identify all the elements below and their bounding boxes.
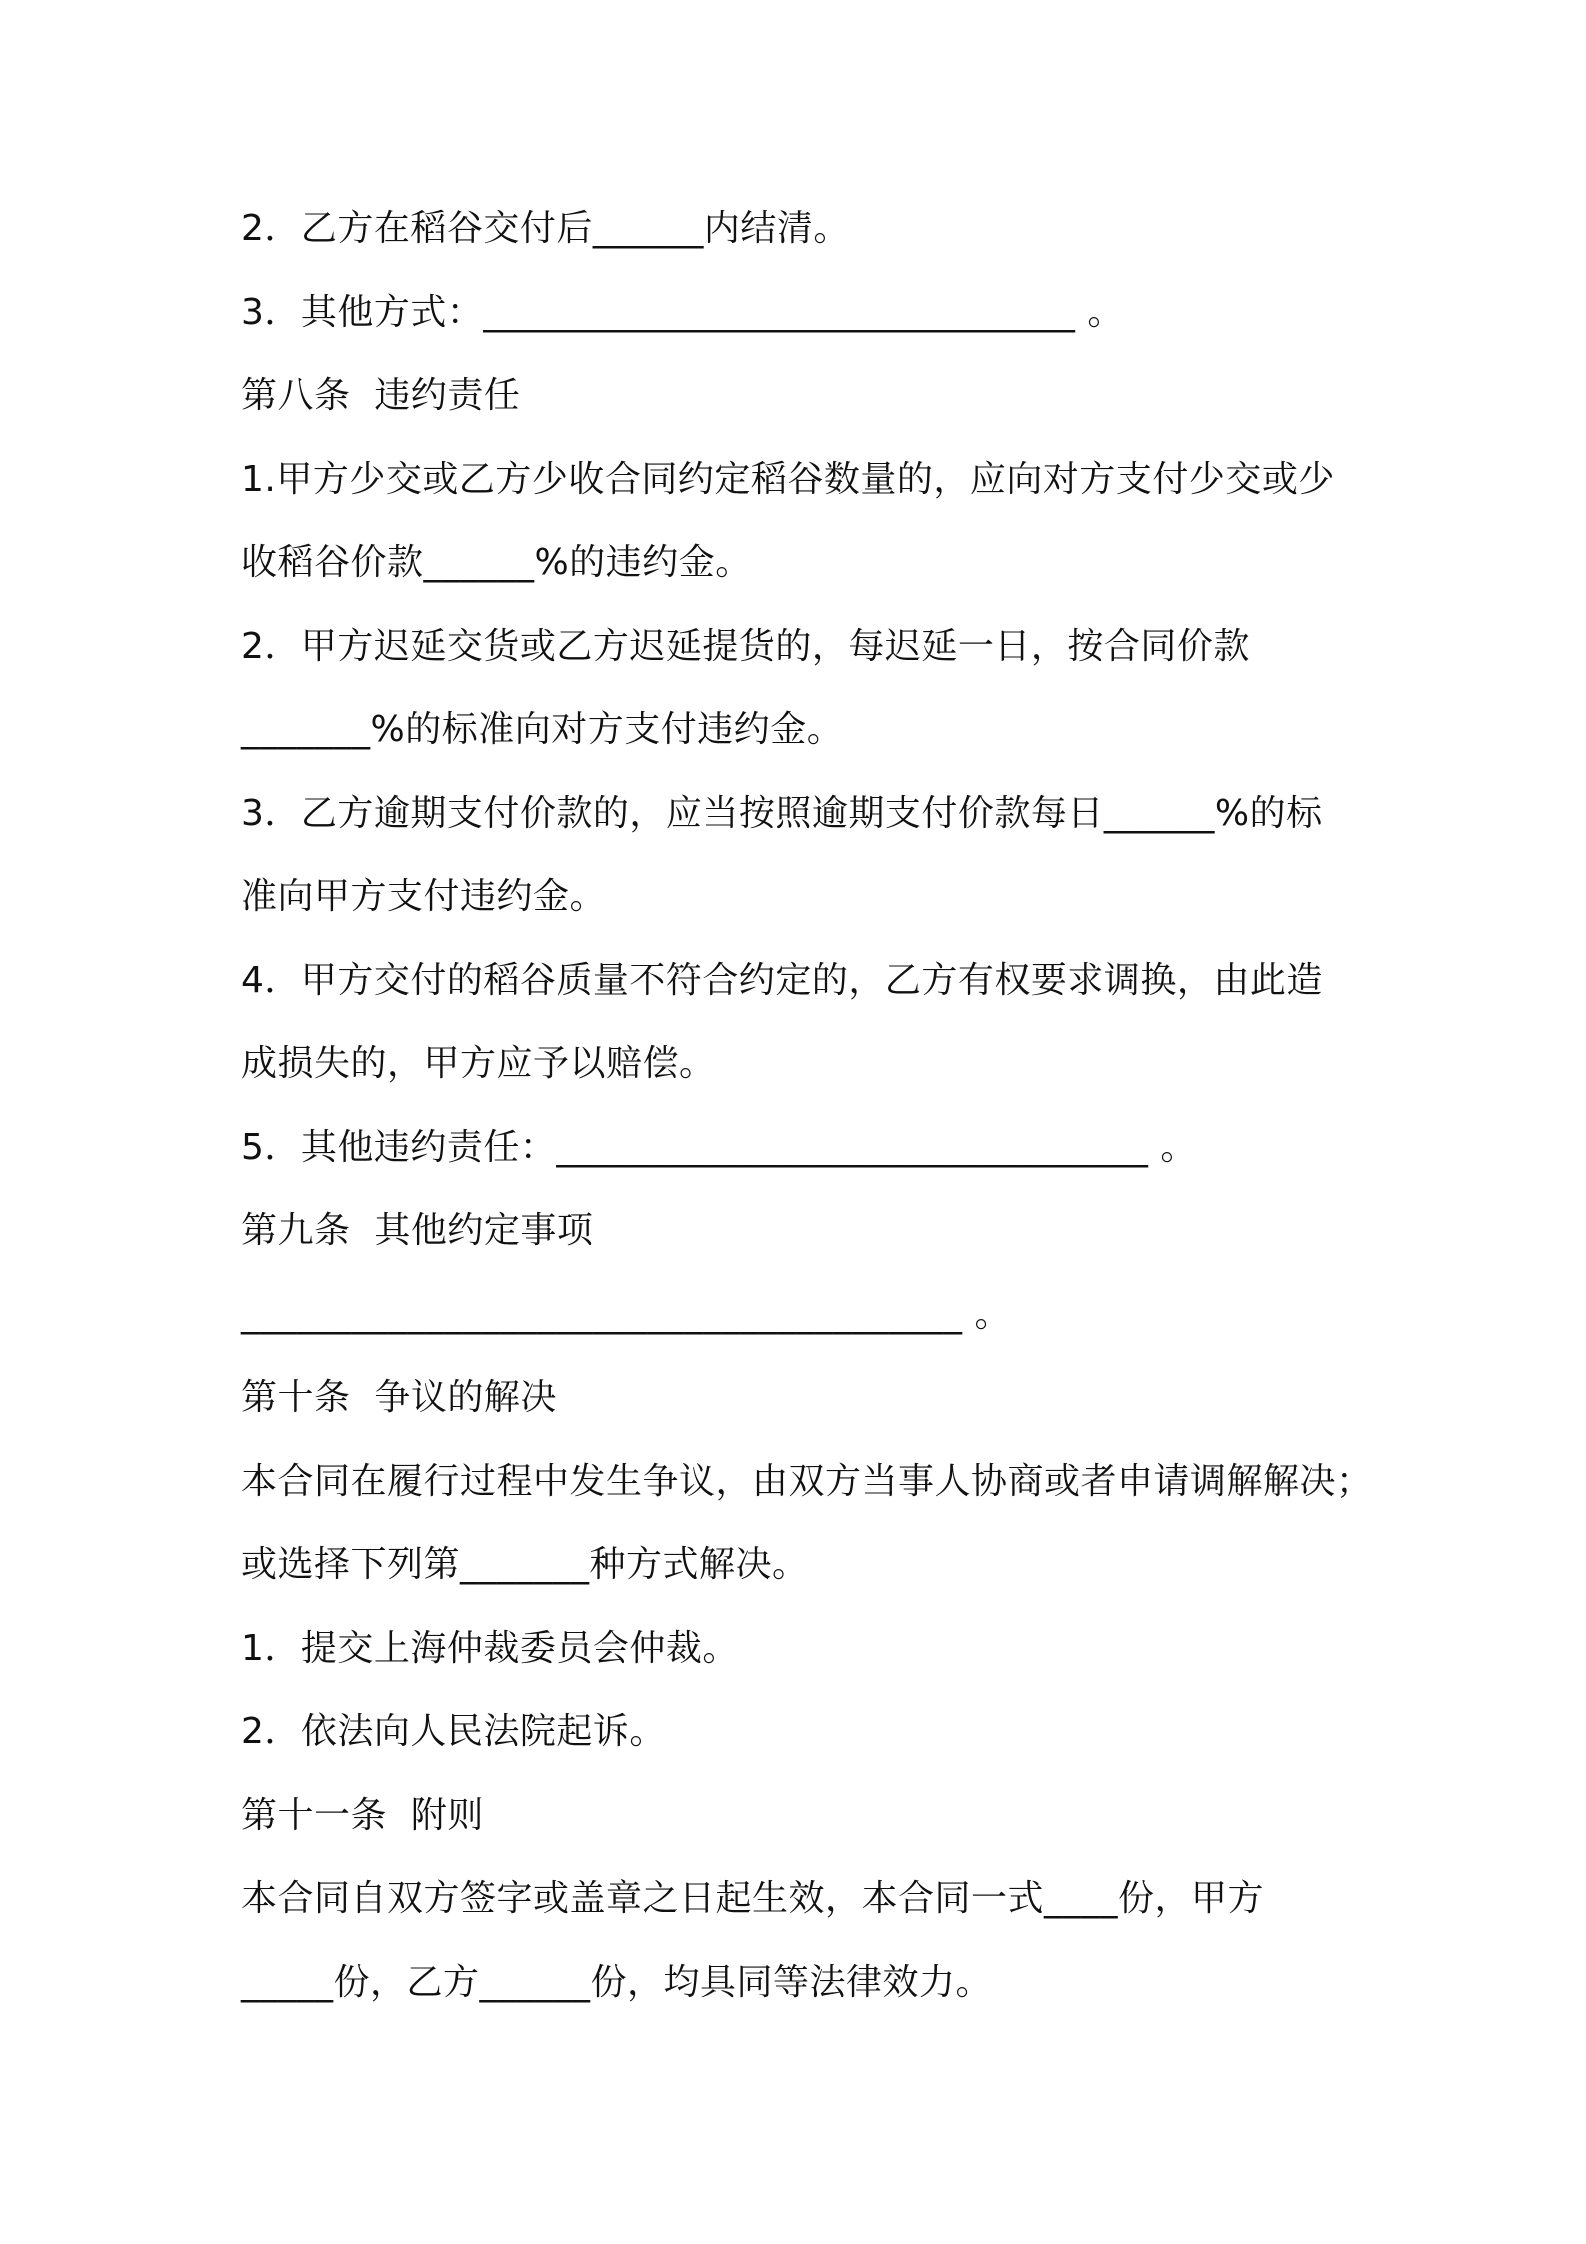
article-11-heading: 第十一条 附则 — [241, 1795, 484, 1836]
clause-8-item-1-line-2: 收稻谷价款______%的违约金。 — [241, 542, 752, 583]
clause-10-option-2: 2．依法向人民法院起诉。 — [241, 1711, 666, 1752]
article-10-heading: 第十条 争议的解决 — [241, 1377, 557, 1418]
clause-8-item-4-line-2: 成损失的，甲方应予以赔偿。 — [241, 1043, 716, 1084]
clause-9-blank: _______________________________________ 。 — [241, 1294, 1011, 1335]
clause-10-text-line-2: 或选择下列第_______种方式解决。 — [241, 1544, 809, 1585]
clause-8-item-2-line-2: _______%的标准向对方支付违约金。 — [241, 709, 844, 750]
clause-7-item-3: 3．其他方式：________________________________ 。 — [241, 292, 1124, 333]
clause-8-item-4-line-1: 4．甲方交付的稻谷质量不符合约定的，乙方有权要求调换，由此造 — [241, 960, 1323, 1001]
article-9-heading: 第九条 其他约定事项 — [241, 1210, 594, 1251]
clause-8-item-3-line-1: 3．乙方逾期支付价款的，应当按照逾期支付价款每日______%的标 — [241, 793, 1323, 834]
clause-11-text-line-1: 本合同自双方签字或盖章之日起生效，本合同一式____份，甲方 — [241, 1878, 1265, 1919]
clause-10-text-line-1: 本合同在履行过程中发生争议，由双方当事人协商或者申请调解解决； — [241, 1461, 1373, 1502]
clause-7-item-2: 2．乙方在稻谷交付后______内结清。 — [241, 208, 850, 249]
clause-8-item-2-line-1: 2．甲方迟延交货或乙方迟延提货的，每迟延一日，按合同价款 — [241, 626, 1250, 667]
clause-8-item-5: 5．其他违约责任：________________________________ 。 — [241, 1127, 1197, 1168]
clause-8-item-1-line-1: 1.甲方少交或乙方少收合同约定稻谷数量的，应向对方支付少交或少 — [241, 459, 1335, 500]
clause-10-option-1: 1．提交上海仲裁委员会仲裁。 — [241, 1628, 739, 1669]
clause-11-text-line-2: _____份，乙方______份，均具同等法律效力。 — [241, 1962, 993, 2003]
article-8-heading: 第八条 违约责任 — [241, 375, 521, 416]
clause-8-item-3-line-2: 准向甲方支付违约金。 — [241, 876, 607, 917]
